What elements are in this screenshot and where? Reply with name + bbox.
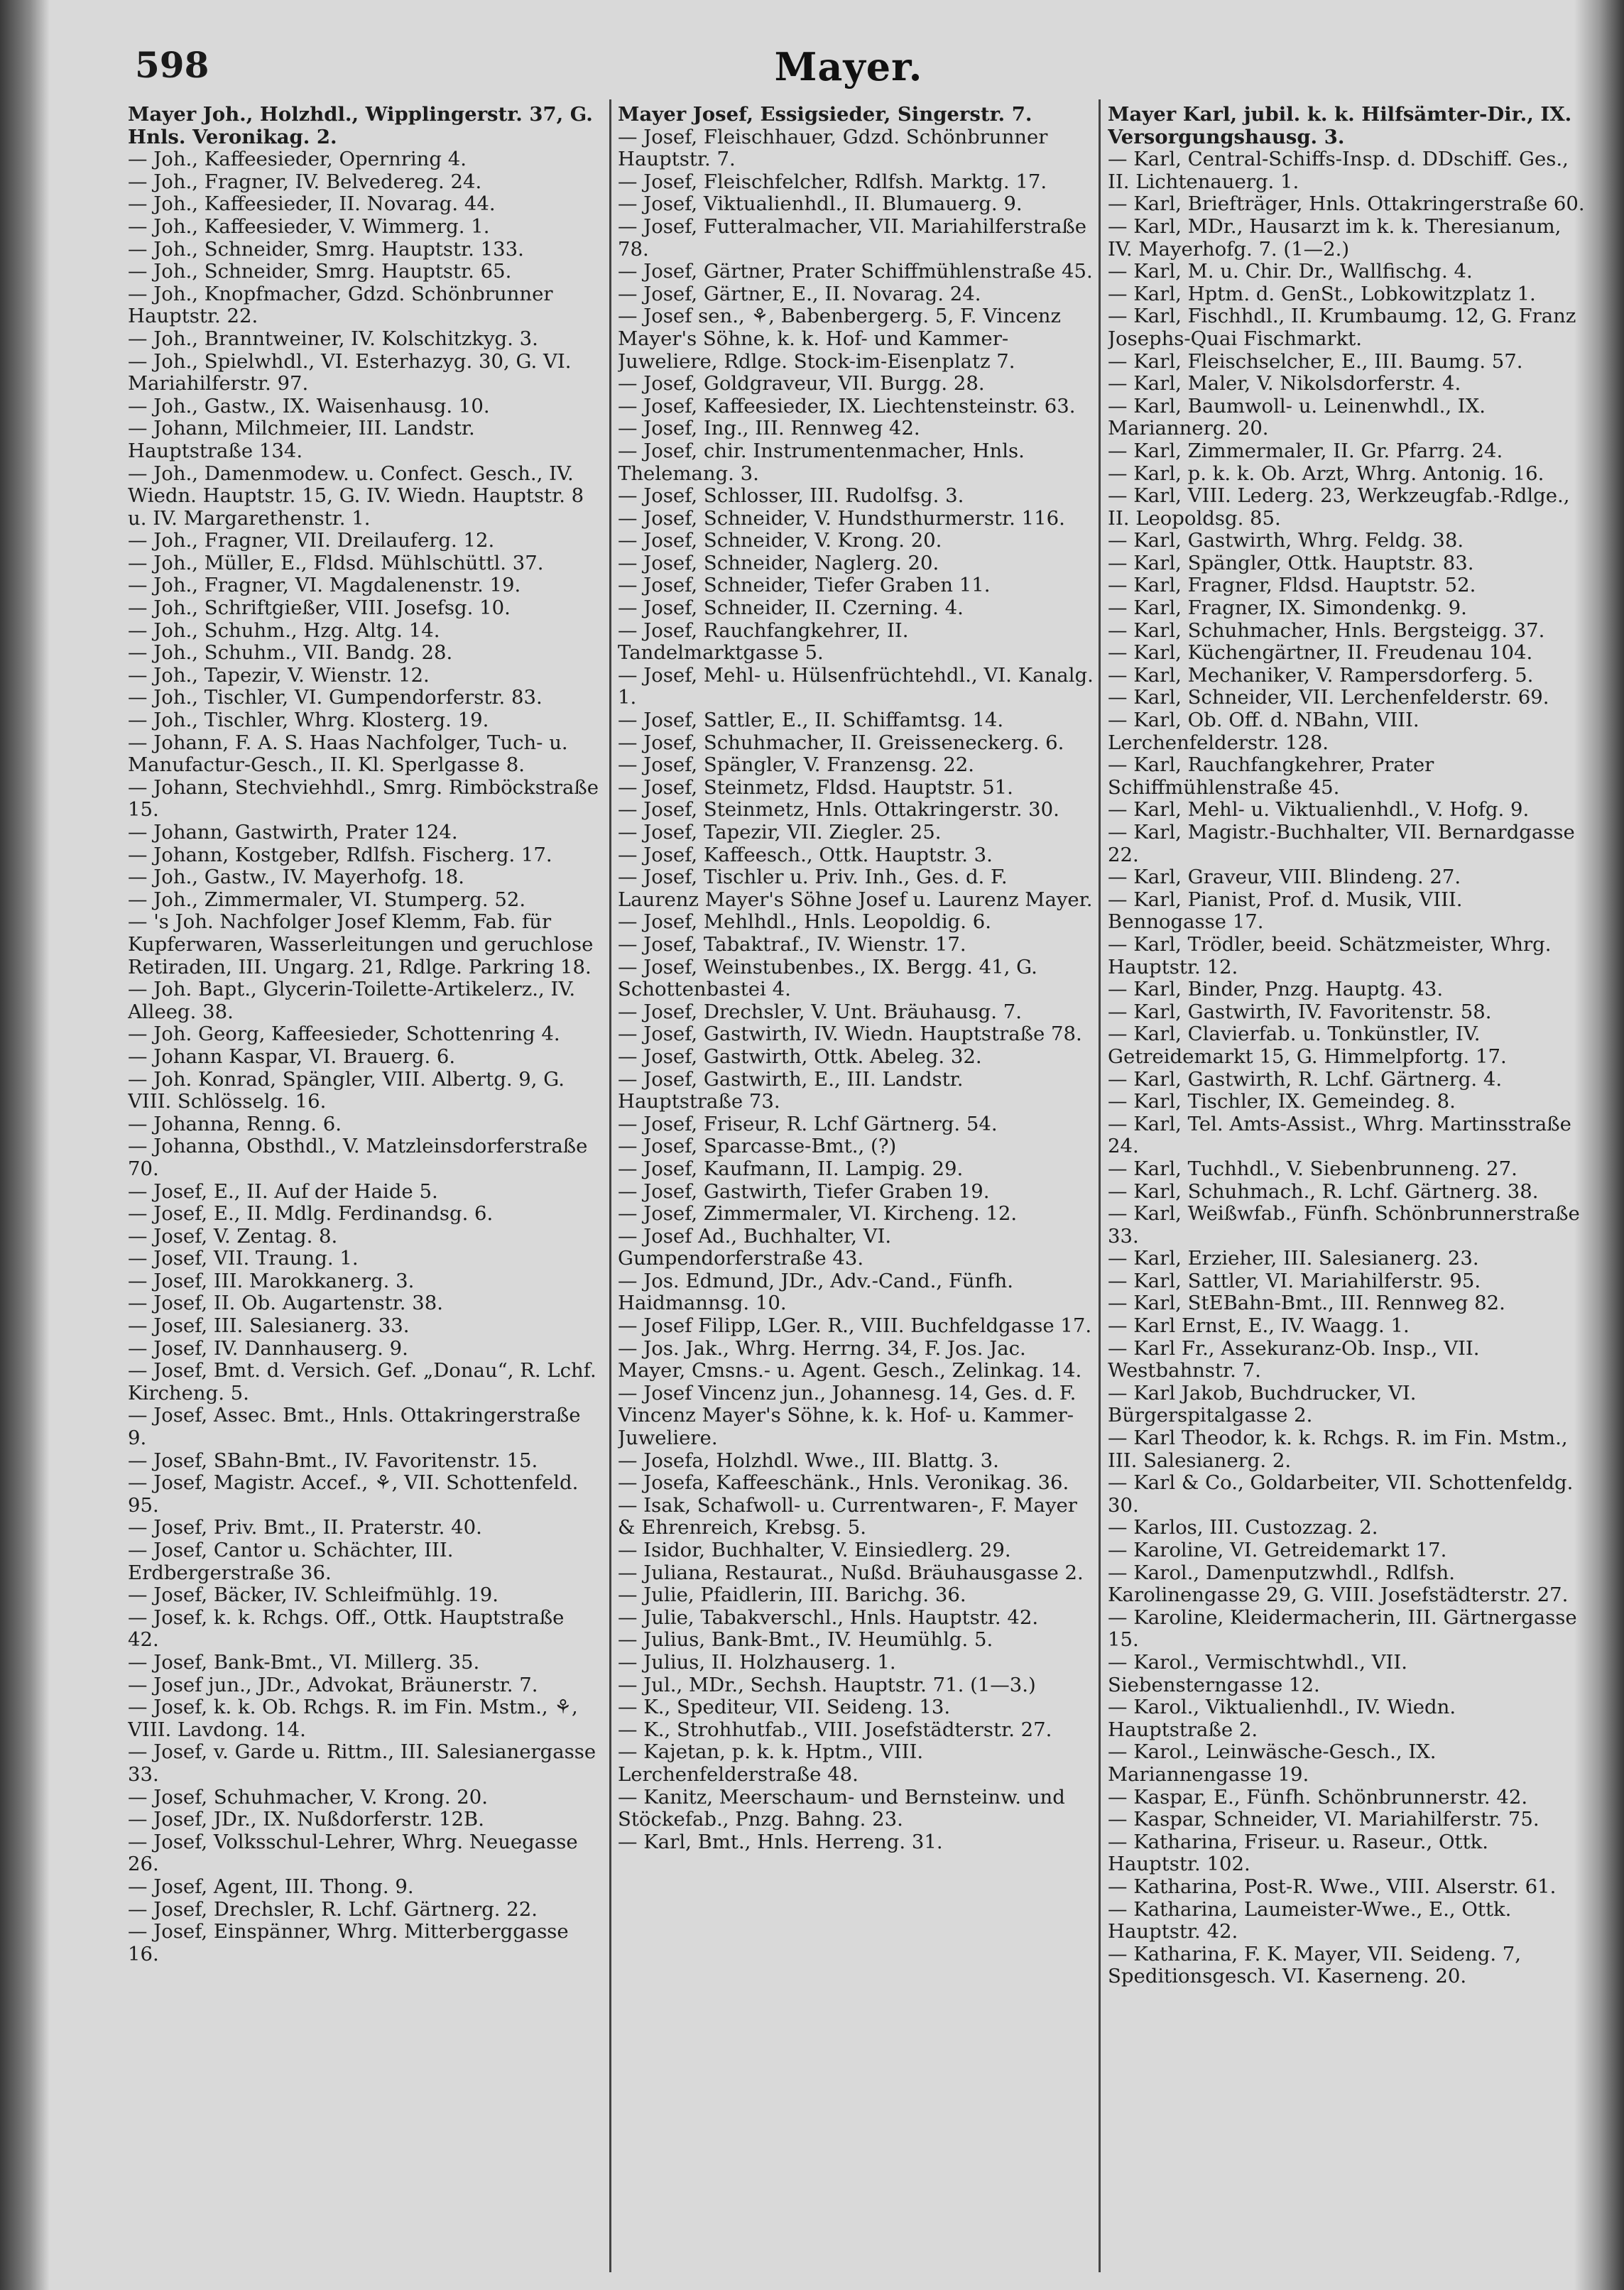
directory-entry: — Josef, IV. Dannhauserg. 9. xyxy=(128,1336,408,1360)
directory-entry: — Josef Vincenz jun., Johannesg. 14, Ges. d. F. Vincenz Mayer's Söhne, k. k. Hof- u. Kammer-Juweliere. xyxy=(618,1381,1077,1450)
directory-entry: — Karl, Fleischselcher, E., III. Baumg. 57. xyxy=(1108,349,1523,373)
directory-entry: — Josef jun., JDr., Advokat, Bräunerstr. 7. xyxy=(128,1673,538,1696)
directory-entry: — 's Joh. Nachfolger Josef Klemm, Fab. für Kupferwaren, Wasserleitungen und geruchlose Retiraden, III. Ungarg. 21, Rdlge. Parkring 18. xyxy=(128,910,594,978)
directory-entry: — Josef, Gärtner, Prater Schiffmühlenstraße 45. xyxy=(618,260,1093,283)
running-head: Mayer. xyxy=(774,44,923,89)
directory-entry: — Josef, Kaffeesieder, IX. Liechtensteinstr. 63. xyxy=(618,394,1076,418)
directory-entry: — Josef, Priv. Bmt., II. Praterstr. 40. xyxy=(128,1516,482,1539)
directory-entry: — Josef sen., ⚘, Babenbergerg. 5, F. Vincenz Mayer's Söhne, k. k. Hof- und Kammer-Juweliere, Rdlge. Stock-im-Eisenplatz 7. xyxy=(618,305,1061,373)
directory-entry: — Joh., Fragner, VII. Dreilauferg. 12. xyxy=(128,529,495,552)
directory-entry: — Karl, Schneider, VII. Lerchenfelderstr. 69. xyxy=(1108,686,1549,709)
directory-entry: — Josef, VII. Traung. 1. xyxy=(128,1247,359,1270)
directory-entry: — Josef, Schlosser, III. Rudolfsg. 3. xyxy=(618,484,964,508)
directory-entry: — Karol., Vermischtwhdl., VII. Siebensterngasse 12. xyxy=(1108,1650,1408,1696)
directory-entry: — Isak, Schafwoll- u. Currentwaren-, F. Mayer & Ehrenreich, Krebsg. 5. xyxy=(618,1493,1077,1539)
directory-entry: — Josef, SBahn-Bmt., IV. Favoritenstr. 15. xyxy=(128,1449,538,1472)
directory-entry: — Josef, Bmt. d. Versich. Gef. „Donau“, R. Lchf. Kircheng. 5. xyxy=(128,1359,596,1405)
directory-entry: — Josef, Gastwirth, IV. Wiedn. Hauptstraße 78. xyxy=(618,1023,1082,1046)
directory-entry: — K., Strohhutfab., VIII. Josefstädterstr. 27. xyxy=(618,1718,1052,1741)
directory-entry: — Karl, Mehl- u. Viktualienhdl., V. Hofg. 9. xyxy=(1108,798,1530,822)
directory-entry: — Johann Kaspar, VI. Brauerg. 6. xyxy=(128,1045,456,1068)
directory-entry: — Joh., Kaffeesieder, II. Novarag. 44. xyxy=(128,192,496,216)
directory-entry: — Karol., Viktualienhdl., IV. Wiedn. Hauptstraße 2. xyxy=(1108,1696,1456,1741)
directory-entry: — Kajetan, p. k. k. Hptm., VIII. Lerchenfelderstraße 48. xyxy=(618,1740,924,1786)
directory-entry: — Josef, Sattler, E., II. Schiffamtsg. 14. xyxy=(618,709,1004,732)
directory-entry: — Joh., Tischler, VI. Gumpendorferstr. 83. xyxy=(128,686,543,709)
directory-entry: — Josef, Fleischfelcher, Rdlfsh. Marktg. 17. xyxy=(618,170,1047,193)
directory-entry: — Joh., Damenmodew. u. Confect. Gesch., IV. Wiedn. Hauptstr. 15, G. IV. Wiedn. Hauptstr. 8 u. IV. Margarethenstr. 1. xyxy=(128,462,584,530)
directory-entry: — Josef, Sparcasse-Bmt., (?) xyxy=(618,1135,897,1158)
directory-entry: — Josef, k. k. Ob. Rchgs. R. im Fin. Mstm., ⚘, VIII. Lavdong. 14. xyxy=(128,1696,578,1741)
directory-entry: — Karl, Tuchhdl., V. Siebenbrunneng. 27. xyxy=(1108,1157,1517,1180)
directory-entry: — Karl, Sattler, VI. Mariahilferstr. 95. xyxy=(1108,1269,1481,1292)
directory-entry: — Karl Fr., Assekuranz-Ob. Insp., VII. Westbahnstr. 7. xyxy=(1108,1336,1480,1383)
directory-entry: — Karl, Schuhmacher, Hnls. Bergsteigg. 37. xyxy=(1108,618,1545,642)
directory-entry: — Josef, Steinmetz, Hnls. Ottakringerstr. 30. xyxy=(618,798,1059,822)
directory-entry: — Karl, Erzieher, III. Salesianerg. 23. xyxy=(1108,1247,1479,1270)
directory-entry: — Julie, Tabakverschl., Hnls. Hauptstr. 42. xyxy=(618,1605,1039,1629)
directory-entry: — Josef, Magistr. Accef., ⚘, VII. Schottenfeld. 95. xyxy=(128,1471,579,1517)
directory-entry: — Karl, Gastwirth, IV. Favoritenstr. 58. xyxy=(1108,1000,1492,1023)
directory-entry: — Josef, Agent, III. Thong. 9. xyxy=(128,1875,414,1898)
directory-entry: — Josef, Tischler u. Priv. Inh., Ges. d. F. Laurenz Mayer's Söhne Josef u. Laurenz Mayer. xyxy=(618,866,1093,911)
directory-entry: — Josef, Schneider, Tiefer Graben 11. xyxy=(618,574,991,597)
directory-entry: — Joh., Branntweiner, IV. Kolschitzkyg. 3. xyxy=(128,327,538,350)
directory-entry: — Karl, Briefträger, Hnls. Ottakringerstraße 60. xyxy=(1108,192,1585,216)
directory-entry: — Katharina, F. K. Mayer, VII. Seideng. 7, Speditionsgesch. VI. Kaserneng. 20. xyxy=(1108,1942,1522,1988)
directory-column-3 xyxy=(1108,104,1585,2262)
directory-entry: — Josef, Mehl- u. Hülsenfrüchtehdl., VI. Kanalg. 1. xyxy=(618,663,1094,709)
directory-column-1 xyxy=(128,104,600,2262)
directory-entry: — Karl, Mechaniker, V. Rampersdorferg. 5. xyxy=(1108,663,1534,687)
directory-entry: — K., Spediteur, VII. Seideng. 13. xyxy=(618,1696,951,1719)
directory-entry: — Josef, Kaffeesch., Ottk. Hauptstr. 3. xyxy=(618,843,993,866)
directory-entry: — Katharina, Laumeister-Wwe., E., Ottk. Hauptstr. 42. xyxy=(1108,1897,1512,1943)
directory-entry: — Johann, Kostgeber, Rdlfsh. Fischerg. 17. xyxy=(128,843,552,866)
directory-entry: — Josef, E., II. Auf der Haide 5. xyxy=(128,1179,438,1203)
page-number: 598 xyxy=(135,44,209,86)
directory-entry: — Josef, k. k. Rchgs. Off., Ottk. Hauptstraße 42. xyxy=(128,1605,565,1652)
directory-entry: — Josef Ad., Buchhalter, VI. Gumpendorferstraße 43. xyxy=(618,1224,892,1270)
directory-entry: — Josef, Schuhmacher, II. Greisseneckerg. 6. xyxy=(618,731,1064,754)
directory-entry: — Karl, Rauchfangkehrer, Prater Schiffmühlenstraße 45. xyxy=(1108,753,1434,799)
directory-entry: — Joh., Schneider, Smrg. Hauptstr. 133. xyxy=(128,237,524,261)
directory-entry: — Kaspar, E., Fünfh. Schönbrunnerstr. 42. xyxy=(1108,1785,1528,1809)
directory-entry: — Karl, Pianist, Prof. d. Musik, VIII. Bennogasse 17. xyxy=(1108,888,1463,934)
directory-entry: — Joh., Kaffeesieder, Opernring 4. xyxy=(128,148,467,171)
directory-entry: — Joh., Schriftgießer, VIII. Josefsg. 10. xyxy=(128,596,511,620)
directory-entry: — Karl, Hptm. d. GenSt., Lobkowitzplatz 1. xyxy=(1108,282,1536,305)
directory-entry: — Josef, Ing., III. Rennweg 42. xyxy=(618,417,920,440)
directory-entry: — Josef, Cantor u. Schächter, III. Erdbergerstraße 36. xyxy=(128,1539,454,1584)
directory-entry: — Karl, Maler, V. Nikolsdorferstr. 4. xyxy=(1108,372,1461,396)
directory-entry: — Josef, Weinstubenbes., IX. Bergg. 41, G. Schottenbastei 4. xyxy=(618,955,1037,1001)
directory-entry: — Josef, Spängler, V. Franzensg. 22. xyxy=(618,753,974,777)
directory-entry: — Karl Jakob, Buchdrucker, VI. Bürgerspitalgasse 2. xyxy=(1108,1381,1417,1427)
directory-entry: — Josef, Kaufmann, II. Lampig. 29. xyxy=(618,1157,964,1180)
directory-entry: — Karl, Binder, Pnzg. Hauptg. 43. xyxy=(1108,978,1444,1001)
directory-entry: — Kanitz, Meerschaum- und Bernsteinw. und Stöckefab., Pnzg. Bahng. 23. xyxy=(618,1785,1065,1831)
directory-entry: — Josef, V. Zentag. 8. xyxy=(128,1224,338,1248)
directory-entry: — Juliana, Restaurat., Nußd. Bräuhausgasse 2. xyxy=(618,1561,1084,1584)
directory-entry: — Josef, Schuhmacher, V. Krong. 20. xyxy=(128,1785,489,1809)
directory-entry: — Joh. Georg, Kaffeesieder, Schottenring 4. xyxy=(128,1023,560,1046)
directory-entry: — Joh., Schuhm., VII. Bandg. 28. xyxy=(128,641,453,665)
directory-entry: — Johann, Milchmeier, III. Landstr. Hauptstraße 134. xyxy=(128,417,475,462)
directory-entry: — Josef, Steinmetz, Fldsd. Hauptstr. 51. xyxy=(618,775,1013,799)
directory-entry: — Karl, Ob. Off. d. NBahn, VIII. Lerchenfelderstr. 128. xyxy=(1108,709,1419,754)
directory-entry: — Joh., Müller, E., Fldsd. Mühlschüttl. 37. xyxy=(128,551,544,574)
directory-entry: — Joh. Bapt., Glycerin-Toilette-Artikelerz., IV. Alleeg. 38. xyxy=(128,978,576,1023)
directory-entry: — Karl, Küchengärtner, II. Freudenau 104. xyxy=(1108,641,1533,665)
directory-entry: — Karol., Damenputzwhdl., Rdlfsh. Karolinengasse 29, G. VIII. Josefstädterstr. 27. xyxy=(1108,1561,1569,1607)
directory-entry: — Josefa, Holzhdl. Wwe., III. Blattg. 3. xyxy=(618,1449,999,1472)
directory-entry: — Karl, Graveur, VIII. Blindeng. 27. xyxy=(1108,866,1461,889)
directory-entry: — Josef, Schneider, Naglerg. 20. xyxy=(618,551,939,574)
directory-entry: — Josef, Schneider, V. Krong. 20. xyxy=(618,529,942,552)
directory-entry: — Josef, Gärtner, E., II. Novarag. 24. xyxy=(618,282,981,305)
directory-entry: — Karl, Tischler, IX. Gemeindeg. 8. xyxy=(1108,1090,1456,1113)
directory-entry: — Karoline, VI. Getreidemarkt 17. xyxy=(1108,1539,1447,1561)
directory-entry: — Josef, Schneider, II. Czerning. 4. xyxy=(618,596,964,620)
directory-entry: — Karoline, Kleidermacherin, III. Gärtnergasse 15. xyxy=(1108,1605,1577,1652)
directory-column-2 xyxy=(618,104,1094,2262)
directory-entry: — Joh., Fragner, IV. Belvedereg. 24. xyxy=(128,170,482,193)
directory-entry: — Joh., Gastw., IV. Mayerhofg. 18. xyxy=(128,866,464,889)
directory-entry: — Karol., Leinwäsche-Gesch., IX. Mariannengasse 19. xyxy=(1108,1740,1437,1786)
column-head-entry: Mayer Karl, jubil. k. k. Hilfsämter-Dir., IX. Versorgungshausg. 3. xyxy=(1108,104,1572,148)
column-head-entry: Mayer Josef, Essigsieder, Singerstr. 7. xyxy=(618,104,1032,126)
directory-entry: — Joh., Gastw., IX. Waisenhausg. 10. xyxy=(128,394,490,418)
directory-entry: — Karl, Weißwfab., Fünfh. Schönbrunnerstraße 33. xyxy=(1108,1202,1580,1248)
directory-entry: — Karl, Gastwirth, Whrg. Feldg. 38. xyxy=(1108,529,1464,552)
directory-entry: — Josef, Viktualienhdl., II. Blumauerg. 9. xyxy=(618,192,1023,216)
directory-entry: — Joh., Knopfmacher, Gdzd. Schönbrunner Hauptstr. 22. xyxy=(128,282,553,328)
directory-entry: — Karl, Central-Schiffs-Insp. d. DDschiff. Ges., II. Lichtenauerg. 1. xyxy=(1108,148,1569,193)
directory-entry: — Josef, Gastwirth, Tiefer Graben 19. xyxy=(618,1179,990,1203)
directory-entry: — Josef, Rauchfangkehrer, II. Tandelmarktgasse 5. xyxy=(618,618,909,665)
directory-entry: — Karl, Fischhdl., II. Krumbaumg. 12, G. Franz Josephs-Quai Fischmarkt. xyxy=(1108,305,1576,350)
directory-entry: — Karl, StEBahn-Bmt., III. Rennweg 82. xyxy=(1108,1292,1505,1315)
directory-entry: — Karl, Spängler, Ottk. Hauptstr. 83. xyxy=(1108,551,1474,574)
directory-entry: — Karl, MDr., Hausarzt im k. k. Theresianum, IV. Mayerhofg. 7. (1—2.) xyxy=(1108,214,1562,261)
directory-entry: — Joh., Schuhm., Hzg. Altg. 14. xyxy=(128,618,440,642)
directory-entry: — Karl, VIII. Lederg. 23, Werkzeugfab.-Rdlge., II. Leopoldsg. 85. xyxy=(1108,484,1570,530)
directory-entry: — Josef, Schneider, V. Hundsthurmerstr. 116. xyxy=(618,506,1065,530)
directory-entry: — Joh. Konrad, Spängler, VIII. Albertg. 9, G. VIII. Schlösselg. 16. xyxy=(128,1067,565,1113)
directory-entry: — Josefa, Kaffeeschänk., Hnls. Veronikag. 36. xyxy=(618,1471,1069,1495)
directory-entry: — Karl, Tel. Amts-Assist., Whrg. Martinsstraße 24. xyxy=(1108,1112,1571,1158)
directory-entry: — Josef, Gastwirth, E., III. Landstr. Hauptstraße 73. xyxy=(618,1067,964,1113)
directory-entry: — Joh., Schneider, Smrg. Hauptstr. 65. xyxy=(128,260,512,283)
directory-entry: — Jul., MDr., Sechsh. Hauptstr. 71. (1—3.) xyxy=(618,1673,1036,1696)
directory-entry: — Josef, Friseur, R. Lchf Gärtnerg. 54. xyxy=(618,1112,998,1135)
directory-entry: — Josef, E., II. Mdlg. Ferdinandsg. 6. xyxy=(128,1202,494,1226)
directory-entry: — Karl, Trödler, beeid. Schätzmeister, Whrg. Hauptstr. 12. xyxy=(1108,932,1552,978)
directory-entry: — Jos. Edmund, JDr., Adv.-Cand., Fünfh. Haidmannsg. 10. xyxy=(618,1269,1013,1315)
directory-entry: — Jos. Jak., Whrg. Herrng. 34, F. Jos. Jac. Mayer, Cmsns.- u. Agent. Gesch., Zelinkag. 14. xyxy=(618,1336,1082,1383)
directory-entry: — Karl, Gastwirth, R. Lchf. Gärtnerg. 4. xyxy=(1108,1067,1503,1091)
directory-entry: — Josef, Bank-Bmt., VI. Millerg. 35. xyxy=(128,1650,480,1674)
directory-entry: — Joh., Spielwhdl., VI. Esterhazyg. 30, G. VI. Mariahilferstr. 97. xyxy=(128,349,572,396)
directory-entry: — Kaspar, Schneider, VI. Mariahilferstr. 75. xyxy=(1108,1808,1539,1831)
column-divider xyxy=(609,99,611,2272)
directory-entry: — Josef Filipp, LGer. R., VIII. Buchfeldgasse 17. xyxy=(618,1314,1092,1338)
directory-entry: — Karl, Fragner, Fldsd. Hauptstr. 52. xyxy=(1108,574,1476,597)
directory-entry: — Karl & Co., Goldarbeiter, VII. Schottenfeldg. 30. xyxy=(1108,1471,1574,1517)
directory-entry: — Karl, Baumwoll- u. Leinenwhdl., IX. Mariannerg. 20. xyxy=(1108,394,1486,440)
directory-entry: — Johann, F. A. S. Haas Nachfolger, Tuch- u. Manufactur-Gesch., II. Kl. Sperlgasse 8. xyxy=(128,731,568,777)
directory-entry: — Johanna, Renng. 6. xyxy=(128,1112,342,1135)
directory-entry: — Julius, II. Holzhauserg. 1. xyxy=(618,1650,896,1674)
directory-entry: — Josef, Futteralmacher, VII. Mariahilferstraße 78. xyxy=(618,214,1087,261)
directory-entry: — Josef, Fleischhauer, Gdzd. Schönbrunner Hauptstr. 7. xyxy=(618,125,1048,171)
column-head-entry: Mayer Joh., Holzhdl., Wipplingerstr. 37, G. Hnls. Veronikag. 2. xyxy=(128,104,593,148)
page-header xyxy=(135,44,1562,94)
directory-entry: — Joh., Kaffeesieder, V. Wimmerg. 1. xyxy=(128,214,490,238)
directory-entry: — Johann, Gastwirth, Prater 124. xyxy=(128,821,458,844)
directory-entry: — Isidor, Buchhalter, V. Einsiedlerg. 29. xyxy=(618,1539,1011,1561)
directory-entry: — Josef, Goldgraveur, VII. Burgg. 28. xyxy=(618,372,985,396)
directory-entry: — Karl, M. u. Chir. Dr., Wallfischg. 4. xyxy=(1108,260,1473,283)
directory-entry: — Josef, Tapezir, VII. Ziegler. 25. xyxy=(618,821,942,844)
directory-entry: — Josef, v. Garde u. Rittm., III. Salesianergasse 33. xyxy=(128,1740,596,1786)
column-divider xyxy=(1099,99,1101,2272)
directory-entry: — Karl Theodor, k. k. Rchgs. R. im Fin. Mstm., III. Salesianerg. 2. xyxy=(1108,1427,1568,1472)
directory-entry: — Josef, Zimmermaler, VI. Kircheng. 12. xyxy=(618,1202,1018,1226)
directory-entry: — Karl, Magistr.-Buchhalter, VII. Bernardgasse 22. xyxy=(1108,821,1575,866)
directory-entry: — Karl Ernst, E., IV. Waagg. 1. xyxy=(1108,1314,1410,1338)
directory-entry: — Joh., Tischler, Whrg. Klosterg. 19. xyxy=(128,709,489,732)
directory-entry: — Joh., Tapezir, V. Wienstr. 12. xyxy=(128,663,430,687)
directory-entry: — Josef, Gastwirth, Ottk. Abeleg. 32. xyxy=(618,1045,982,1068)
directory-entry: — Josef, Volksschul-Lehrer, Whrg. Neuegasse 26. xyxy=(128,1830,578,1876)
directory-entry: — Johanna, Obsthdl., V. Matzleinsdorferstraße 70. xyxy=(128,1135,588,1180)
directory-entry: — Josef, JDr., IX. Nußdorferstr. 12B. xyxy=(128,1808,484,1831)
directory-entry: — Karl, Schuhmach., R. Lchf. Gärtnerg. 38. xyxy=(1108,1179,1539,1203)
directory-entry: — Josef, III. Salesianerg. 33. xyxy=(128,1314,410,1338)
directory-entry: — Josef, Einspänner, Whrg. Mitterberggasse 16. xyxy=(128,1920,569,1965)
directory-entry: — Josef, III. Marokkanerg. 3. xyxy=(128,1269,415,1292)
directory-entry: — Josef, Drechsler, R. Lchf. Gärtnerg. 22. xyxy=(128,1897,538,1921)
directory-entry: — Karl, p. k. k. Ob. Arzt, Whrg. Antonig. 16. xyxy=(1108,462,1544,485)
directory-entry: — Joh., Zimmermaler, VI. Stumperg. 52. xyxy=(128,888,526,911)
directory-entry: — Josef, chir. Instrumentenmacher, Hnls. Thelemang. 3. xyxy=(618,439,1025,485)
directory-entry: — Josef, Assec. Bmt., Hnls. Ottakringerstraße 9. xyxy=(128,1404,581,1450)
directory-entry: — Karl, Zimmermaler, II. Gr. Pfarrg. 24. xyxy=(1108,439,1503,462)
book-spine-shadow xyxy=(0,0,50,2290)
directory-entry: — Josef, Bäcker, IV. Schleifmühlg. 19. xyxy=(128,1583,498,1607)
directory-entry: — Joh., Fragner, VI. Magdalenenstr. 19. xyxy=(128,574,521,597)
directory-entry: — Josef, II. Ob. Augartenstr. 38. xyxy=(128,1292,443,1315)
directory-entry: — Josef, Tabaktraf., IV. Wienstr. 17. xyxy=(618,932,966,956)
directory-entry: — Karlos, III. Custozzag. 2. xyxy=(1108,1516,1378,1539)
directory-entry: — Katharina, Friseur. u. Raseur., Ottk. Hauptstr. 102. xyxy=(1108,1830,1489,1876)
directory-entry: — Karl, Fragner, IX. Simondenkg. 9. xyxy=(1108,596,1467,620)
directory-entry: — Julie, Pfaidlerin, III. Barichg. 36. xyxy=(618,1583,966,1607)
directory-entry: — Katharina, Post-R. Wwe., VIII. Alserstr. 61. xyxy=(1108,1875,1557,1898)
directory-entry: — Josef, Mehlhdl., Hnls. Leopoldig. 6. xyxy=(618,910,992,934)
directory-entry: — Karl, Bmt., Hnls. Herreng. 31. xyxy=(618,1830,943,1853)
directory-entry: — Josef, Drechsler, V. Unt. Bräuhausg. 7. xyxy=(618,1000,1022,1023)
directory-entry: — Johann, Stechviehhdl., Smrg. Rimböckstraße 15. xyxy=(128,775,599,822)
directory-entry: — Julius, Bank-Bmt., IV. Heumühlg. 5. xyxy=(618,1628,993,1652)
directory-entry: — Karl, Clavierfab. u. Tonkünstler, IV. Getreidemarkt 15, G. Himmelpfortg. 17. xyxy=(1108,1023,1507,1068)
